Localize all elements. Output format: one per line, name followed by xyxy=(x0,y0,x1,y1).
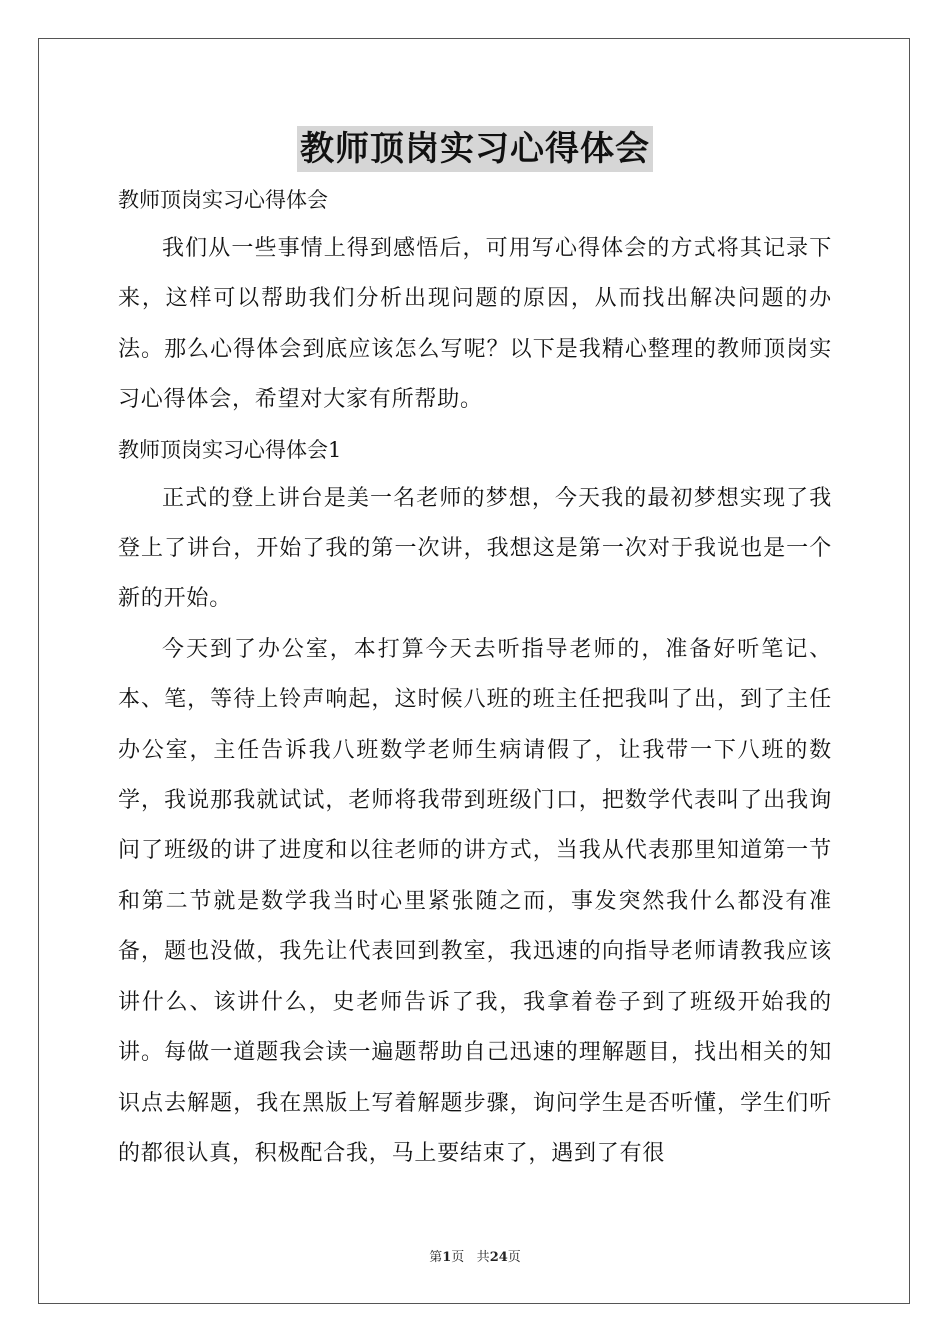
document-body xyxy=(118,176,832,1179)
document-title xyxy=(0,126,950,172)
intro-paragraph: 我们从一些事情上得到感悟后，可用写心得体会的方式将其记录下来，这样可以帮助我们分析出现问题的原因，从而找出解决问题的办法。那么心得体会到底应该怎么写呢？以下是我精心整理的教师顶岗实习心得体会，希望对大家有所帮助。 xyxy=(118,236,832,413)
section-paragraph-1: 正式的登上讲台是美一名老师的梦想，今天我的最初梦想实现了我登上了讲台，开始了我的第一次讲，我想这是第一次对于我说也是一个新的开始。 xyxy=(118,485,832,612)
current-page-number: 1 xyxy=(442,1250,452,1265)
document-title-text: 教师顶岗实习心得体会 xyxy=(297,126,653,172)
total-pages-prefix: 共 xyxy=(476,1250,490,1265)
intro-heading: 教师顶岗实习心得体会 xyxy=(118,188,328,212)
total-pages-number: 24 xyxy=(489,1250,508,1265)
section-heading: 教师顶岗实习心得体会1 xyxy=(118,437,342,462)
page-number-prefix: 第 xyxy=(429,1250,443,1265)
total-pages-suffix: 页 xyxy=(507,1250,521,1265)
section-paragraph-2: 今天到了办公室，本打算今天去听指导老师的，准备好听笔记、本、笔，等待上铃声响起，这时候八班的班主任把我叫了出，到了主任办公室，主任告诉我八班数学老师生病请假了，让我带一下八班的数学，我说那我就试试，老师将我带到班级门口，把数学代表叫了出我询问了班级的讲了进度和以往老师的讲方式，当我从代表那里知道第一节和第二节就是数学我当时心里紧张随之而，事发突然我什么都没有准备，题也没做，我先让代表回到教室，我迅速的向指导老师请教我应该讲什么、该讲什么，史老师告诉了我，我拿着卷子到了班级开始我的讲。每做一道题我会读一遍题帮助自己迅速的理解题目，找出相关的知识点去解题，我在黑版上写着解题步骤，询问学生是否听懂，学生们听的都很认真，积极配合我，马上要结束了，遇到了有很 xyxy=(118,636,832,1166)
page-number-suffix: 页 xyxy=(451,1250,465,1265)
page-footer xyxy=(0,1246,950,1265)
